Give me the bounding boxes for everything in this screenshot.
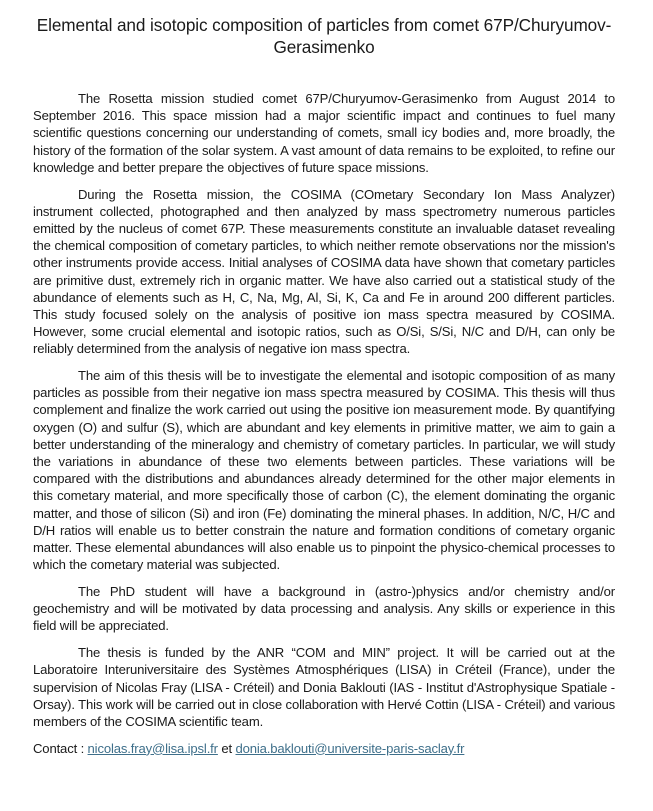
contact-line [33, 740, 615, 757]
paragraph-rosetta-intro: The Rosetta mission studied comet 67P/Churyumov-Gerasimenko from August 2014 to September 2016. This space mission had a major scientific impact and continues to fuel many scientific questions concerning our understanding of comets, small icy bodies and, more broadly, the history of the formation of the solar system. A vast amount of data remains to be exploited, to refine our knowledge and better prepare the objectives of future space missions. [33, 91, 615, 175]
contact-label: Contact : [33, 740, 88, 756]
email-link-nicolas-fray[interactable]: nicolas.fray@lisa.ipsl.fr [87, 740, 218, 756]
paragraph-funding-supervision: The thesis is funded by the ANR “COM and MIN” project. It will be carried out at the Laboratoire Interuniversitaire des Systèmes Atmosphériques (LISA) in Créteil (France), under the supervision of Nicolas Fray (LISA - Créteil) and Donia Baklouti (IAS - Institut d'Astrophysique Spatiale - Orsay). This work will be carried out in close collaboration with Hervé Cottin (LISA - Créteil) and various members of the COSIMA scientific team. [33, 645, 615, 729]
contact-separator: et [217, 740, 236, 756]
email-link-donia-baklouti[interactable]: donia.baklouti@universite-paris-saclay.fr [235, 740, 465, 756]
document-title: Elemental and isotopic composition of particles from comet 67P/Churyumov-Gerasimenko [36, 15, 612, 57]
paragraph-thesis-aim: The aim of this thesis will be to investigate the elemental and isotopic composition of as many particles as possible from their negative ion mass spectra measured by COSIMA. This thesis will thus complement and finalize the work carried out using the positive ion measurement mode. By quantifying oxygen (O) and sulfur (S), which are abundant and key elements in primitive matter, we aim to gain a better understanding of the mineralogy and chemistry of cometary particles. In particular, we will study the variations in abundance of these two elements between particles. These variations will be compared with the distributions and abundances already determined for the other major elements in this cometary material, and more specifically those of carbon (C), the element dominating the organic matter, and those of silicon (Si) and iron (Fe) dominating the mineral phases. In addition, N/C, H/C and D/H ratios will enable us to better constrain the nature and formation conditions of cometary organic matter. These elemental abundances will also enable us to pinpoint the physico-chemical processes to which the cometary material was subjected. [33, 368, 615, 573]
document-page [33, 14, 615, 757]
paragraph-cosima: During the Rosetta mission, the COSIMA (COmetary Secondary Ion Mass Analyzer) instrument collected, photographed and then analyzed by mass spectrometry numerous particles emitted by the nucleus of comet 67P. These measurements constitute an invaluable dataset revealing the chemical composition of cometary particles, to which neither remote observations nor the mission's other instruments provide access. Initial analyses of COSIMA data have shown that cometary particles are primitive dust, extremely rich in organic matter. We have also carried out a statistical study of the abundance of elements such as H, C, Na, Mg, Al, Si, K, Ca and Fe in around 200 different particles. This study focused solely on the analysis of positive ion mass spectra measured by COSIMA. However, some crucial elemental and isotopic ratios, such as O/Si, S/Si, N/C and D/H, can only be reliably determined from the analysis of negative ion mass spectra. [33, 186, 615, 357]
paragraph-candidate-profile: The PhD student will have a background in (astro-)physics and/or chemistry and/or geochemistry and will be motivated by data processing and analysis. Any skills or experience in this field will be appreciated. [33, 583, 615, 634]
